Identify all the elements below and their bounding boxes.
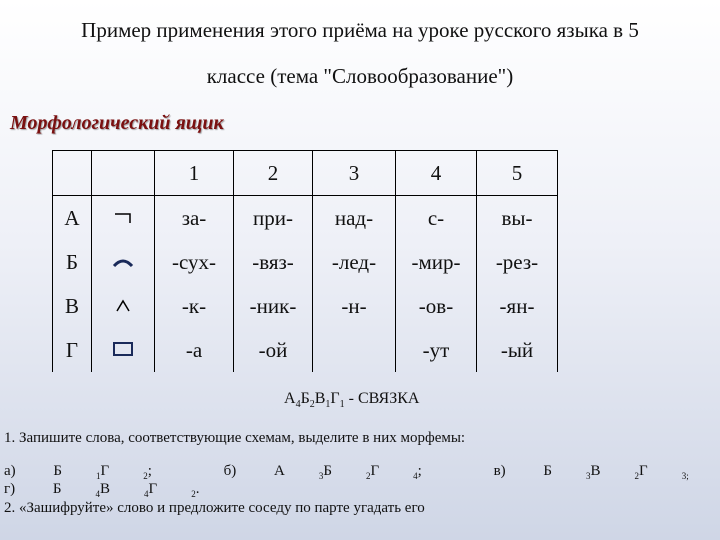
root-icon bbox=[92, 240, 155, 284]
header-cell: 1 bbox=[155, 151, 234, 196]
table-cell: -ов- bbox=[396, 284, 477, 328]
title-line-2: классе (тема "Словообразование") bbox=[206, 64, 514, 88]
row-label: Б bbox=[53, 240, 92, 284]
table-cell: -а bbox=[155, 328, 234, 372]
formula: $А_4Б_2В_1Г_1$ - СВЯЗКА bbox=[284, 390, 420, 411]
table-cell: над- bbox=[313, 196, 396, 241]
table-cell: вы- bbox=[477, 196, 558, 241]
prefix-icon bbox=[92, 196, 155, 241]
row-label: А bbox=[53, 196, 92, 241]
table-row bbox=[53, 284, 558, 328]
table-header-row bbox=[53, 151, 558, 196]
table-cell: -ник- bbox=[234, 284, 313, 328]
table-cell: -ут bbox=[396, 328, 477, 372]
task-option: а) Б $_1$Г $_2$; bbox=[4, 463, 152, 481]
title-line-1: Пример применения этого приёма на уроке русского языка в 5 bbox=[81, 18, 639, 42]
task-option: г) Б $_4$В $_4$Г $_2$. bbox=[4, 481, 200, 499]
table-cell: за- bbox=[155, 196, 234, 241]
row-label: Г bbox=[53, 328, 92, 372]
table-row bbox=[53, 240, 558, 284]
task-option: б) А $_3$Б $_2$Г $_4$; bbox=[223, 463, 422, 481]
header-cell bbox=[53, 151, 92, 196]
subtitle: Морфологический ящик bbox=[10, 112, 224, 134]
morphology-table bbox=[52, 150, 558, 372]
task-option: в) Б $_3$В $_2$Г $_{3;}$ bbox=[493, 463, 689, 481]
table-cell: с- bbox=[396, 196, 477, 241]
table-cell: -н- bbox=[313, 284, 396, 328]
header-cell bbox=[92, 151, 155, 196]
table-row bbox=[53, 196, 558, 241]
task-options bbox=[4, 463, 720, 499]
table-cell: -мир- bbox=[396, 240, 477, 284]
suffix-icon bbox=[92, 284, 155, 328]
table-cell: -к- bbox=[155, 284, 234, 328]
task-2: 2. «Зашифруйте» слово и предложите соседу по парте угадать его bbox=[4, 500, 425, 516]
table-cell: -лед- bbox=[313, 240, 396, 284]
task-1: 1. Запишите слова, соответствующие схемам, выделите в них морфемы: bbox=[4, 430, 466, 446]
table-cell: -ян- bbox=[477, 284, 558, 328]
table-cell: -вяз- bbox=[234, 240, 313, 284]
table-cell: -ый bbox=[477, 328, 558, 372]
table-cell: -рез- bbox=[477, 240, 558, 284]
table-cell: при- bbox=[234, 196, 313, 241]
row-label: В bbox=[53, 284, 92, 328]
table-row bbox=[53, 328, 558, 372]
table-cell: -ой bbox=[234, 328, 313, 372]
header-cell: 2 bbox=[234, 151, 313, 196]
header-cell: 5 bbox=[477, 151, 558, 196]
table-cell: -сух- bbox=[155, 240, 234, 284]
ending-icon bbox=[92, 328, 155, 372]
header-cell: 4 bbox=[396, 151, 477, 196]
header-cell: 3 bbox=[313, 151, 396, 196]
table-cell bbox=[313, 328, 396, 372]
